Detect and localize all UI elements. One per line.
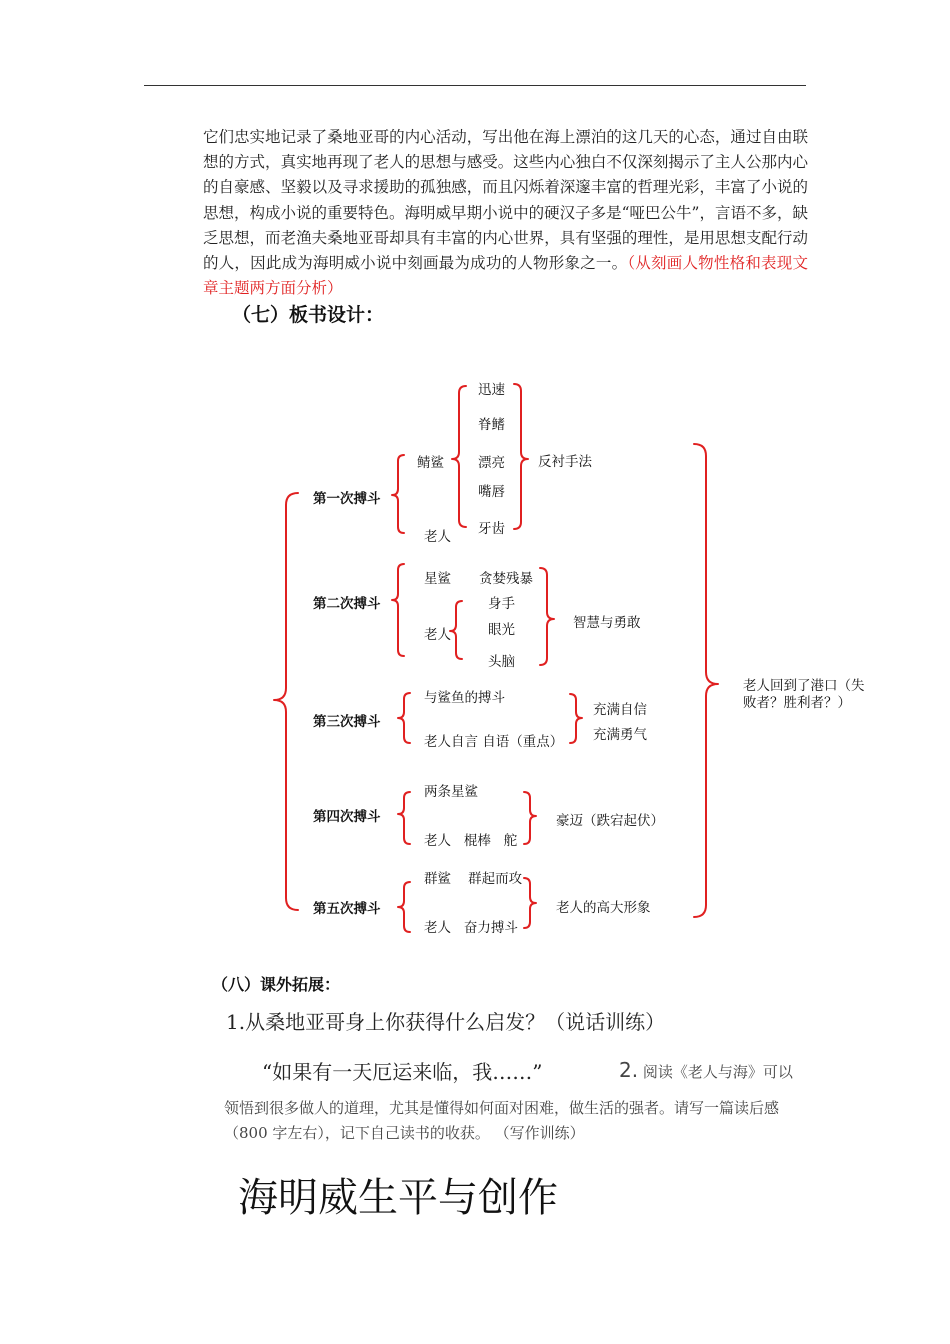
question-1-quote: “如果有一天厄运来临，我……” — [262, 1060, 543, 1084]
conclusion-line1: 老人回到了港口（失 — [743, 678, 865, 694]
fight4-line2: 老人 棍棒 舵 — [424, 833, 518, 849]
fight1-trait: 牙齿 — [478, 521, 505, 537]
brace-fight1-right — [514, 384, 528, 529]
conclusion-line2: 败者？胜利者？） — [743, 695, 851, 711]
fight2-trait: 头脑 — [488, 654, 515, 670]
fight5-label: 第五次搏斗 — [313, 901, 381, 917]
fight2-shark: 星鲨 — [424, 571, 451, 587]
section-8-heading: （八）课外拓展： — [212, 975, 341, 994]
fight4-label: 第四次搏斗 — [313, 809, 381, 825]
brace-fight3-right — [570, 694, 582, 743]
fight1-label: 第一次搏斗 — [313, 491, 381, 507]
bottom-title: 海明威生平与创作 — [238, 1175, 558, 1221]
fight2-shark-trait: 贪婪残暴 — [479, 571, 533, 587]
fight2-trait: 眼光 — [488, 622, 515, 638]
fight2-trait: 身手 — [488, 596, 515, 612]
fight4-line1: 两条星鲨 — [424, 784, 478, 800]
fight1-trait: 漂亮 — [478, 455, 505, 471]
brace-fight5-right — [524, 878, 536, 928]
question-2-start — [619, 1058, 793, 1082]
fight4-result: 豪迈（跌宕起伏） — [556, 813, 664, 829]
fight1-result: 反衬手法 — [538, 454, 592, 470]
question-2-text-start: 阅读《老人与海》可以 — [638, 1063, 793, 1081]
fight1-old-man: 老人 — [424, 529, 451, 545]
brace-fight5 — [398, 882, 410, 932]
fight1-trait: 脊鳍 — [478, 417, 505, 433]
fight5-result: 老人的高大形象 — [556, 900, 651, 916]
question-1: 1.从桑地亚哥身上你获得什么启发？（说话训练） — [226, 1010, 666, 1034]
brace-fight2-traits — [450, 601, 462, 659]
fight3-result: 充满自信 — [593, 702, 647, 718]
brace-conclusion — [694, 444, 718, 917]
fight1-trait: 嘴唇 — [478, 484, 505, 500]
brace-fight4 — [398, 792, 410, 844]
fight3-result: 充满勇气 — [593, 727, 647, 743]
question-2-number: 2. — [619, 1058, 639, 1082]
brace-fight3 — [398, 693, 410, 743]
brace-fight1 — [392, 455, 404, 533]
body-text: 它们忠实地记录了桑地亚哥的内心活动，写出他在海上漂泊的这几天的心态，通过自由联想的方式，真实地再现了老人的思想与感受。这些内心独白不仅深刻揭示了主人公那内心的自豪感、坚毅以及寻求援助的孤独感，而且闪烁着深邃丰富的哲理光彩，丰富了小说的思想，构成小说的重要特色。海明威早期小说中的硬汉子多是“哑巴公牛”，言语不多，缺乏思想，而老渔夫桑地亚哥却具有丰富的内心世界，具有坚强的理性，是用思想支配行动的人，因此成为海明威小说中刻画最为成功的人物形象之一。 — [203, 128, 808, 273]
brace-fight2 — [392, 564, 404, 656]
fight2-old-man: 老人 — [424, 627, 451, 643]
section-7-heading: （七）板书设计： — [232, 304, 385, 326]
brace-fight1-traits — [452, 386, 466, 527]
fight3-line2: 老人自言 自语（重点） — [424, 734, 564, 750]
fight3-line1: 与鲨鱼的搏斗 — [424, 690, 505, 706]
fight5-line1: 群鲨 群起而攻 — [424, 871, 523, 887]
analysis-note: （从刻画人物性格和表现文章主题两方面分析） — [203, 254, 808, 298]
fight3-label: 第三次搏斗 — [313, 714, 381, 730]
brace-all-fights — [274, 493, 298, 910]
brace-fight4-right — [524, 792, 536, 844]
question-2-continuation: 领悟到很多做人的道理，尤其是懂得如何面对困难，做生活的强者。请写一篇读后感（800 字左右），记下自己读书的收获。 （写作训练） — [224, 1099, 780, 1142]
fight1-shark: 鲭鲨 — [417, 455, 444, 471]
fight5-line2: 老人 奋力搏斗 — [424, 920, 518, 936]
fight2-result: 智慧与勇敢 — [573, 615, 641, 631]
brace-fight2-right — [540, 568, 554, 665]
fight2-label: 第二次搏斗 — [313, 596, 381, 612]
fight1-trait: 迅速 — [478, 382, 505, 398]
